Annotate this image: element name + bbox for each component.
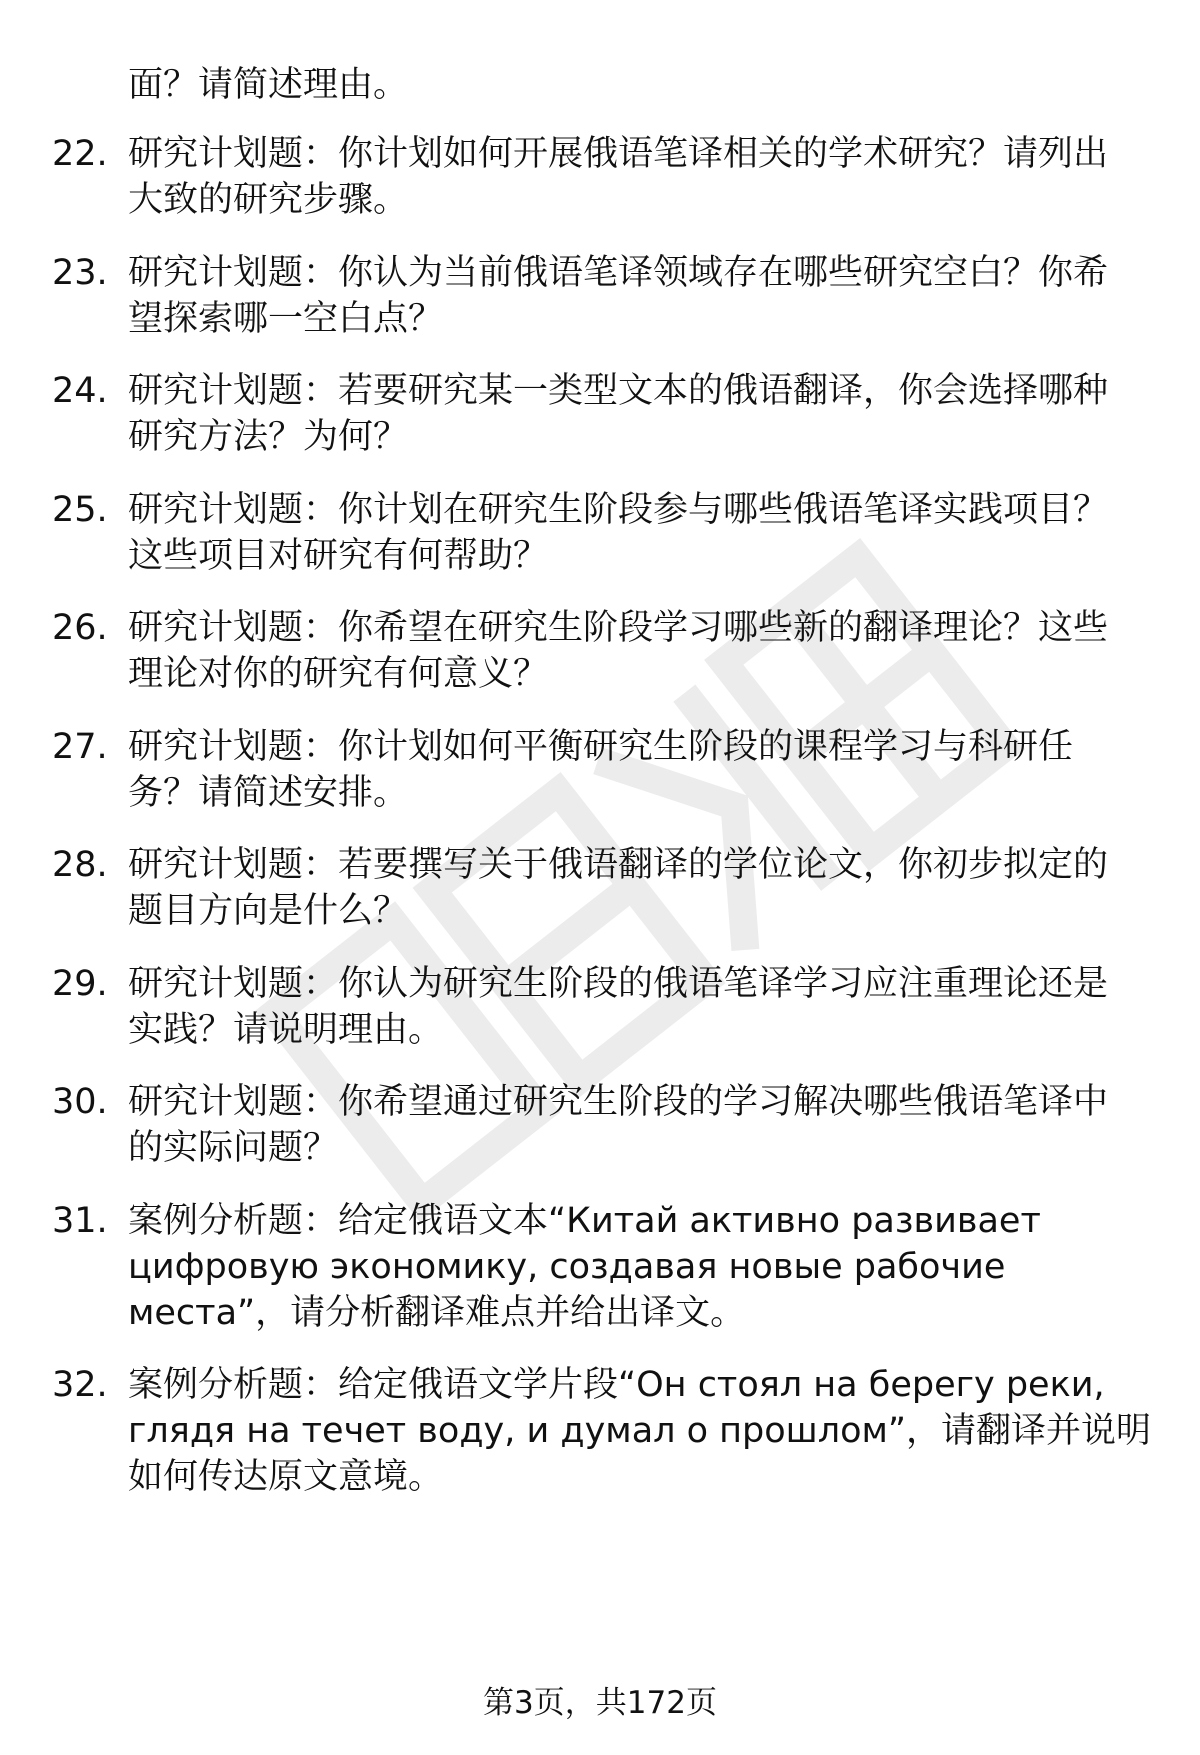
question-number: 29. [52,964,108,1004]
question-text-line: цифровую экономику, создавая новые рабочие [128,1247,1006,1287]
question-text-line: 研究计划题：若要撰写关于俄语翻译的学位论文，你初步拟定的 [128,845,1109,885]
question-number: 24. [52,371,108,411]
question-text-line: 研究计划题：你计划在研究生阶段参与哪些俄语笔译实践项目？ [128,490,1109,530]
question-number: 32. [52,1365,108,1405]
continuation-text: 面？请简述理由。 [128,65,409,105]
question-text-line: 望探索哪一空白点？ [128,299,444,339]
question-text-line: 题目方向是什么？ [128,891,409,931]
question-text-line: 理论对你的研究有何意义？ [128,654,549,694]
question-number: 23. [52,253,108,293]
question-text-line: 研究计划题：若要研究某一类型文本的俄语翻译，你会选择哪种 [128,371,1109,411]
question-text-line: 研究计划题：你计划如何平衡研究生阶段的课程学习与科研任 [128,727,1074,767]
question-number: 27. [52,727,108,767]
question-text-line: 研究计划题：你认为当前俄语笔译领域存在哪些研究空白？你希 [128,253,1109,293]
question-text-line: 这些项目对研究有何帮助？ [128,536,549,576]
page-footer: 第3页，共172页 [483,1685,717,1721]
question-text-line: 案例分析题：给定俄语文本“Китай активно развивает [128,1201,1041,1241]
question-number: 28. [52,845,108,885]
question-text-line: 实践？请说明理由。 [128,1010,444,1050]
question-text-line: 研究计划题：你认为研究生阶段的俄语笔译学习应注重理论还是 [128,964,1109,1004]
question-number: 31. [52,1201,108,1241]
question-text-line: 务？请简述安排。 [128,773,409,813]
question-text-line: 研究计划题：你希望在研究生阶段学习哪些新的翻译理论？这些 [128,608,1109,648]
question-text-line: 研究计划题：你计划如何开展俄语笔译相关的学术研究？请列出 [128,134,1109,174]
question-number: 25. [52,490,108,530]
question-text-line: места”，请分析翻译难点并给出译文。 [128,1293,746,1333]
question-text-line: 如何传达原文意境。 [128,1457,444,1497]
question-text-line: 研究计划题：你希望通过研究生阶段的学习解决哪些俄语笔译中 [128,1082,1109,1122]
question-number: 22. [52,134,108,174]
question-text-line: 案例分析题：给定俄语文学片段“Он стоял на берегу реки, [128,1365,1105,1405]
question-text-line: глядя на течет воду, и думал о прошлом”，请翻译并说明 [128,1411,1152,1451]
question-text-line: 的实际问题？ [128,1128,339,1168]
question-number: 30. [52,1082,108,1122]
question-text-line: 研究方法？为何？ [128,417,409,457]
question-text-line: 大致的研究步骤。 [128,180,409,220]
question-number: 26. [52,608,108,648]
